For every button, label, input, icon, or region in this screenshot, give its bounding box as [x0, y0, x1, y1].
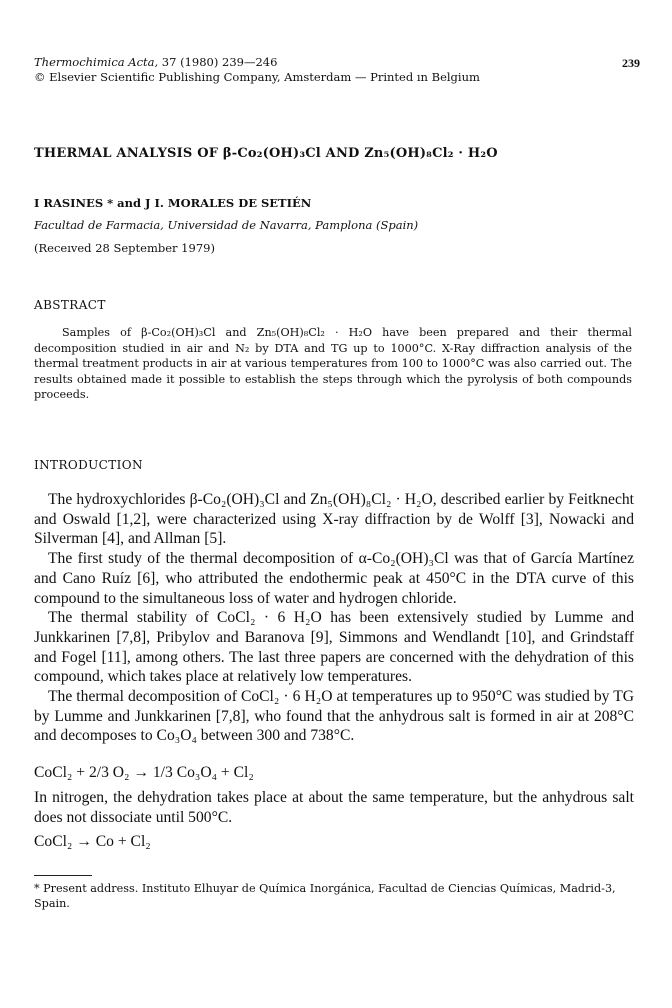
intro-paragraph-5-text: In nitrogen, the dehydration takes place at about the same temperature, but the anhydrous salt does not dissociate until 500°C. — [34, 789, 634, 826]
equation-1: CoCl₂ + 2/3 O₂ → 1/3 Co₃O₄ + Cl₂ — [34, 764, 254, 781]
paper-title: THERMAL ANALYSIS OF β-Co₂(OH)₃Cl AND Zn₅(OH)₈Cl₂ · H₂O — [34, 146, 498, 161]
introduction-heading: INTRODUCTION — [34, 458, 143, 472]
equation-2: CoCl₂ → Co + Cl₂ — [34, 833, 151, 850]
authors: I RASINES * and J I. MORALES DE SETIÉN — [34, 196, 312, 210]
intro-paragraph-1: The hydroxychlorides β-Co₂(OH)₃Cl and Zn₅(OH)₈Cl₂ · H₂O, described earlier by Feitknecht and Oswald [1,2], were characterized using X-ray diffraction by de Wolff [3], Nowacki and Silverman [4], and Allman [5]. — [34, 491, 634, 548]
intro-paragraph-2: The first study of the thermal decomposition of α-Co₂(OH)₃Cl was that of García Martínez and Cano Ruíz [6], who attributed the endothermic peak at 450°C in the DTA curve of this compound to the simultaneous loss of water and hydrogen chloride. — [34, 550, 634, 607]
page-number: 239 — [622, 56, 640, 70]
affiliation: Facultad de Farmacia, Universidad de Navarra, Pamplona (Spain) — [34, 218, 419, 232]
volume-pages: 37 (1980) 239—246 — [158, 55, 278, 69]
intro-paragraph-4: The thermal decomposition of CoCl₂ · 6 H₂O at temperatures up to 950°C was studied by TG by Lumme and Junkkarinen [7,8], who found that the anhydrous salt is formed in air at 208°C and decomposes to Co₃O₄ between 300 and 738°C. — [34, 688, 634, 745]
received-date: (Receıved 28 September 1979) — [34, 241, 215, 255]
publisher-line: © Elsevier Scientific Publishing Company, Amsterdam — Printed ın Belgium — [34, 70, 480, 84]
intro-paragraph-5 — [34, 788, 634, 827]
abstract-heading: ABSTRACT — [34, 298, 106, 312]
journal-citation — [34, 55, 277, 69]
intro-paragraph-3: The thermal stability of CoCl₂ · 6 H₂O has been extensively studied by Lumme and Junkkarinen [7,8], Pribylov and Baranova [9], Simmons and Wendlandt [10], and Grindstaff and Fogel [11], among others. The last three papers are concerned with the dehydration of this compound, which takes place at relatively low temperatures. — [34, 609, 634, 686]
introduction-body — [34, 490, 634, 746]
footnote: * Present address. Instituto Elhuyar de Química Inorgánica, Facultad de Ciencias Químicas, Madrid-3, Spain. — [34, 882, 616, 910]
abstract-text: Samples of β-Co₂(OH)₃Cl and Zn₅(OH)₈Cl₂ · H₂O have been prepared and their thermal decomposition studied in air and N₂ by DTA and TG up to 1000°C. X-Ray diffraction analysis of the thermal treatment products in air at various temperatures from 100 to 1000°C was also carried out. The results obtained made it possible to establish the steps through which the pyrolysis of both compounds proceeds. — [34, 326, 632, 401]
footnote-divider — [34, 875, 92, 876]
journal-name: Thermochimica Acta, — [34, 55, 159, 69]
